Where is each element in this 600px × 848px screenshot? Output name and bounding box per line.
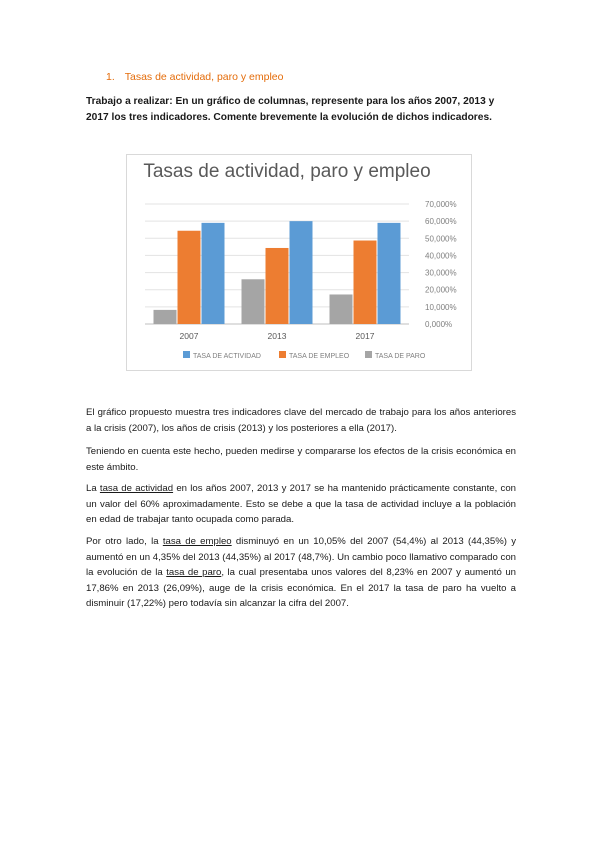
paragraph-2: Teniendo en cuenta este hecho, pueden medirse y compararse los efectos de la crisis económica en este ámbito. bbox=[86, 446, 516, 473]
legend-entry: TASA DE ACTIVIDAD bbox=[193, 353, 261, 360]
column-chart bbox=[126, 154, 472, 371]
x-tick-label: 2013 bbox=[267, 331, 287, 341]
term-tasa-empleo: tasa de empleo bbox=[162, 536, 232, 547]
y-tick-label: 0,000% bbox=[425, 320, 453, 329]
bar-tasa-de-paro-2017 bbox=[330, 294, 353, 324]
bar-tasa-de-empleo-2017 bbox=[354, 241, 377, 324]
bar-tasa-de-empleo-2007 bbox=[178, 231, 201, 324]
paragraph-1: El gráfico propuesto muestra tres indicadores clave del mercado de trabajo para los años anteriores a la crisis (2007), los años de crisis (2013) y los posteriores a ella (2017). bbox=[86, 407, 516, 434]
y-tick-label: 50,000% bbox=[425, 234, 457, 244]
paragraph-4-start: Por otro lado, la bbox=[86, 536, 163, 547]
task-text: En un gráfico de columnas, represente para los años 2007, 2013 y 2017 los tres indicadores. Comente brevemente la evolución de dichos indicadores. bbox=[86, 96, 495, 123]
legend-swatch bbox=[279, 351, 286, 358]
x-tick-label: 2017 bbox=[355, 331, 375, 341]
bar-tasa-de-empleo-2013 bbox=[266, 248, 289, 324]
y-tick-label: 30,000% bbox=[425, 268, 457, 278]
bar-tasa-de-actividad-2013 bbox=[290, 221, 313, 324]
bar-tasa-de-actividad-2007 bbox=[202, 223, 225, 324]
y-tick-label: 40,000% bbox=[425, 251, 457, 261]
term-tasa-paro: tasa de paro bbox=[166, 567, 222, 579]
y-tick-label: 70,000% bbox=[425, 200, 457, 209]
paragraph-4 bbox=[86, 534, 516, 612]
paragraph-3-rest: en los años 2007, 2013 y 2017 se ha mantenido prácticamente constante, con un valor del 60% aproximadamente. Esto se debe a que la tasa de actividad incluye a la población en edad de trabajar tanto ocupada como parada. bbox=[86, 483, 517, 526]
term-tasa-actividad: tasa de actividad bbox=[99, 483, 174, 494]
y-tick-label: 10,000% bbox=[425, 302, 457, 312]
section-number: 1. bbox=[106, 71, 115, 83]
bar-tasa-de-paro-2013 bbox=[242, 279, 265, 324]
chart-title: Tasas de actividad, paro y empleo bbox=[143, 161, 431, 182]
legend-swatch bbox=[183, 351, 190, 358]
legend-entry: TASA DE EMPLEO bbox=[289, 353, 350, 360]
chart-svg bbox=[127, 155, 471, 370]
paragraph-4-middle: disminuyó en un 10,05% del 2007 (54,4%) al 2013 (44,35%) y aumentó en un 4,35% del 2013 (44,35%) al 2017 (48,7%). Un cambio poco llamativo comparado con la evolución de la bbox=[86, 536, 516, 579]
legend-entry: TASA DE PARO bbox=[375, 353, 426, 360]
legend-swatch bbox=[365, 351, 372, 358]
section-heading bbox=[106, 71, 284, 83]
task-label: Trabajo a realizar: bbox=[86, 96, 173, 107]
y-tick-label: 60,000% bbox=[425, 217, 457, 227]
section-title: Tasas de actividad, paro y empleo bbox=[124, 71, 284, 83]
bar-tasa-de-actividad-2017 bbox=[378, 223, 401, 324]
bar-tasa-de-paro-2007 bbox=[154, 310, 177, 324]
paragraph-4-rest: , la cual presentaba unos valores del 8,23% en 2007 y aumentó un 17,86% en 2013 (26,09%), auge de la crisis económica. En el 2017 la tasa de paro ha vuelto a disminuir (17,22%) pero todavía sin alcanzar la cifra del 2007. bbox=[86, 567, 516, 610]
y-tick-label: 20,000% bbox=[425, 285, 457, 295]
paragraph-3 bbox=[86, 481, 516, 528]
task-statement bbox=[86, 94, 506, 126]
paragraph-3-start: La bbox=[86, 483, 100, 494]
x-tick-label: 2007 bbox=[179, 331, 199, 341]
